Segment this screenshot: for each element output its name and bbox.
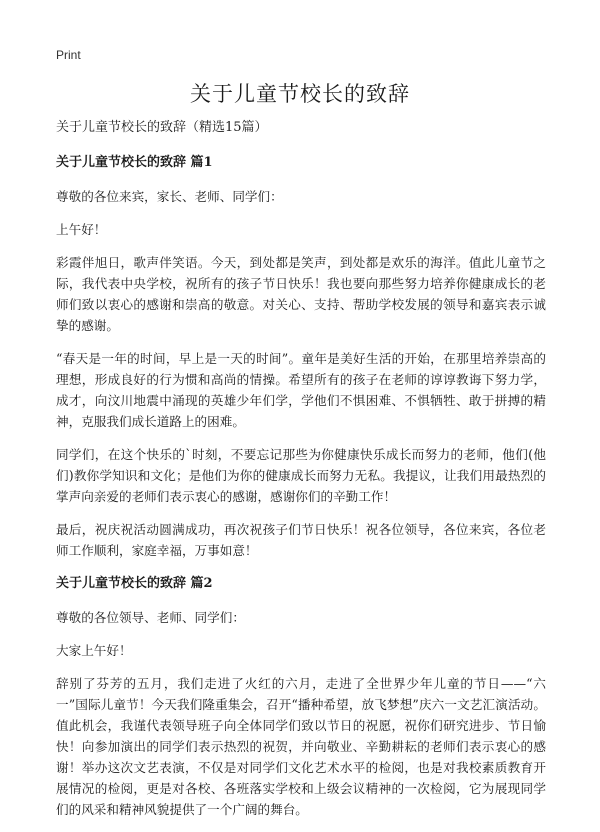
paragraph: 上午好！ <box>56 222 107 237</box>
paragraph: “春天是一年的时间，早上是一天的时间”。童年是美好生活的开始，在那里培养崇高的理想，形成良好的行为惯和高尚的情操。希望所有的孩子在老师的谆谆教诲下努力学，成才，向汶川地震中涌现的英雄少年们学，学他们不惧困难、不惧牺牲、敢于拼搏的精神，克服我们成长道路上的困难。 <box>56 351 546 429</box>
print-link[interactable]: Print <box>56 48 81 62</box>
document-subtitle: 关于儿童节校长的致辞（精选15篇） <box>56 120 268 135</box>
section-heading: 关于儿童节校长的致辞 篇2 <box>56 576 213 591</box>
paragraph: 尊敬的各位来宾，家长、老师、同学们： <box>56 189 283 204</box>
document-body <box>56 117 546 832</box>
paragraph: 彩霞伴旭日，歌声伴笑语。今天，到处都是笑声，到处都是欢乐的海洋。值此儿童节之际，我代表中央学校，祝所有的孩子节日快乐！我也要向那些努力培养你健康成长的老师们致以衷心的感谢和崇高的敬意。对关心、支持、帮助学校发展的领导和嘉宾表示诚挚的感谢。 <box>56 255 546 333</box>
paragraph: 大家上午好！ <box>56 643 132 658</box>
paragraph: 辞别了芬芳的五月，我们走进了火红的六月，走进了全世界少年儿童的节日——“六一”国际儿童节！今天我们隆重集会，召开“播种希望，放飞梦想”庆六一文艺汇演活动。值此机会，我谨代表领导班子向全体同学们致以节日的祝愿，祝你们研究进步、节日愉快！向参加演出的同学们表示热烈的祝贺，并向敬业、辛勤耕耘的老师们表示衷心的感谢！举办这次文艺表演，不仅是对同学们文化艺术水平的检阅，也是对我校素质教育开展情况的检阅，更是对各校、各班落实学校和上级会议精神的一次检阅，它为展现同学们的风采和精神风貌提供了一个广阔的舞台。 <box>56 676 546 817</box>
paragraph: 同学们，在这个快乐的`时刻，不要忘记那些为你健康快乐成长而努力的老师，他们(他们)教你学知识和文化；是他们为你的健康成长而努力无私。我提议，让我们用最热烈的掌声向亲爱的老师们表示衷心的感谢，感谢你们的辛勤工作！ <box>56 447 546 504</box>
paragraph: 尊敬的各位领导、老师、同学们： <box>56 610 245 625</box>
document-title: 关于儿童节校长的致辞 <box>190 82 410 106</box>
section-heading: 关于儿童节校长的致辞 篇1 <box>56 155 213 170</box>
paragraph: 最后，祝庆祝活动圆满成功，再次祝孩子们节日快乐！祝各位领导，各位来宾，各位老师工作顺利，家庭幸福，万事如意！ <box>56 522 546 558</box>
